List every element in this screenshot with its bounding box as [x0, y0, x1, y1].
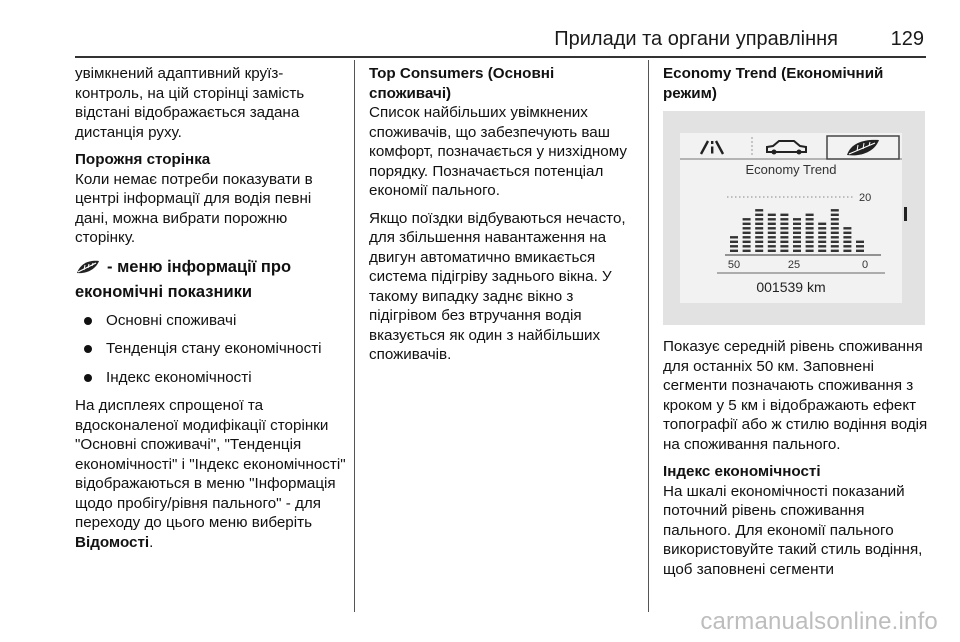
top-consumers-text-2: Якщо поїздки відбуваються нечасто, для збільшення навантаження на двигун автоматично вмикається система підігріву заднього вікна. У такому випадку заднє вікно з підігрівом без втручання водія вказується як один з найбільших споживачів.	[369, 209, 626, 363]
trend-bar-segment	[768, 250, 776, 252]
trend-bar-segment	[856, 245, 864, 247]
trend-bar-segment	[806, 214, 814, 216]
trend-bar-segment	[843, 236, 851, 238]
trend-bar-segment	[730, 245, 738, 247]
trend-bar-segment	[755, 250, 763, 252]
trend-bar-segment	[780, 241, 788, 243]
trend-bar-segment	[831, 227, 839, 229]
trend-bar-segment	[793, 236, 801, 238]
trend-bar-segment	[743, 236, 751, 238]
trend-bar-segment	[806, 236, 814, 238]
trend-bar-segment	[768, 241, 776, 243]
trend-bar-segment	[793, 218, 801, 220]
trend-bar-segment	[780, 236, 788, 238]
trend-bar-segment	[743, 218, 751, 220]
trend-bar-segment	[743, 245, 751, 247]
trend-bar-segment	[843, 227, 851, 229]
trend-bar-segment	[793, 227, 801, 229]
page-number: 129	[890, 28, 924, 50]
trend-bar-segment	[843, 250, 851, 252]
bullet-item	[75, 368, 347, 388]
column-divider-1	[354, 60, 355, 612]
trend-bar-segment	[780, 214, 788, 216]
trend-bar-segment	[818, 223, 826, 225]
trend-bar-segment	[768, 236, 776, 238]
trend-bar-segment	[831, 245, 839, 247]
intro-paragraph: увімкнений адаптивний круїз-контроль, на цій сторінці замість відстані відображається задана дистанція руху.	[75, 65, 305, 141]
trend-bar-segment	[831, 209, 839, 211]
trend-bar-segment	[831, 214, 839, 216]
bullet-item	[75, 311, 347, 331]
trend-bar-segment	[818, 236, 826, 238]
empty-page-text: Коли немає потреби показувати в центрі інформації для водія певні дані, можна вибрати порожню сторінку.	[75, 170, 313, 246]
trend-bar-segment	[743, 227, 751, 229]
header-rule	[75, 56, 926, 58]
trend-bar-segment	[755, 214, 763, 216]
trend-bar-segment	[856, 250, 864, 252]
economy-index-text: На шкалі економічності показаний поточний рівень споживання пального. Для економії пального використовуйте такий стиль водіння, щоб заповнені сегменти	[663, 482, 923, 578]
trend-bar-segment	[806, 232, 814, 234]
trend-bar-segment	[730, 250, 738, 252]
axis-label: 25	[787, 259, 801, 271]
trend-bar-segment	[806, 250, 814, 252]
trend-bar-segment	[831, 250, 839, 252]
economy-trend-display	[663, 111, 925, 325]
trend-bar-segment	[755, 218, 763, 220]
trend-bar-segment	[768, 232, 776, 234]
eco-leaf-icon	[75, 259, 101, 281]
trend-bar-segment	[730, 236, 738, 238]
trend-bar-segment	[793, 250, 801, 252]
trend-bar-segment	[806, 245, 814, 247]
trend-bar-segment	[831, 218, 839, 220]
trend-bar-segment	[818, 241, 826, 243]
trend-bar-segment	[818, 232, 826, 234]
bullet-text: Тенденція стану економічності	[106, 340, 322, 357]
trend-bar-segment	[806, 218, 814, 220]
bullet-item	[75, 339, 347, 359]
eco-menu-heading	[75, 256, 347, 303]
left-column	[75, 64, 347, 560]
trend-bar-segment	[768, 223, 776, 225]
bullet-dot	[84, 317, 92, 325]
trend-bar-segment	[755, 245, 763, 247]
eco-menu-text	[75, 396, 347, 552]
bullet-text: Основні споживачі	[106, 311, 237, 329]
bullet-dot	[84, 345, 92, 353]
trend-bar-segment	[743, 223, 751, 225]
trend-bar-segment	[818, 227, 826, 229]
trend-bar-segment	[780, 245, 788, 247]
trend-bar-segment	[793, 245, 801, 247]
trend-bar	[806, 214, 814, 252]
trend-bar-segment	[793, 241, 801, 243]
trend-bar-segment	[831, 241, 839, 243]
axis-label: 0	[861, 259, 869, 271]
odometer-readout: 001539 km	[756, 279, 826, 295]
trend-bar-segment	[856, 241, 864, 243]
trend-bar-segment	[743, 250, 751, 252]
trend-bar-segment	[806, 241, 814, 243]
trend-bar-segment	[831, 236, 839, 238]
middle-column	[369, 64, 639, 373]
column-divider-2	[648, 60, 649, 612]
display-title: Economy Trend	[745, 162, 837, 177]
eco-menu-text-main: На дисплеях спрощеної та вдосконаленої модифікації сторінки "Основні споживачі", "Тенденція економічності" і "Індекс економічності" відображаються в меню "Інформація щодо пробігу/рівня пального" - для переходу до цього меню виберіть	[75, 397, 346, 531]
trend-bar-segment	[843, 241, 851, 243]
trend-bar-segment	[730, 241, 738, 243]
trend-bar	[768, 214, 776, 252]
empty-page-heading: Порожня сторінка	[75, 151, 211, 168]
trend-bar-segment	[743, 241, 751, 243]
trend-bar-segment	[806, 227, 814, 229]
page-header	[75, 28, 930, 58]
trend-bar-segment	[818, 245, 826, 247]
trend-bar-segment	[780, 223, 788, 225]
trend-bar-segment	[755, 236, 763, 238]
watermark: carmanualsonline.info	[700, 608, 938, 635]
trend-bar-segment	[831, 232, 839, 234]
trend-bar	[856, 241, 864, 252]
eco-menu-heading-text: - меню інформації про економічні показники	[75, 257, 292, 301]
trend-bar-segment	[768, 245, 776, 247]
bullet-dot	[84, 374, 92, 382]
top-consumers-text-1: Список найбільших увімкнених споживачів, що забезпечують ваш комфорт, позначається у низхідному порядку. Позначається потенціал економії пального.	[369, 104, 627, 199]
trend-bar-segment	[755, 232, 763, 234]
trend-bar-segment	[768, 227, 776, 229]
trend-bar-segment	[780, 227, 788, 229]
eco-menu-bullet-list	[75, 311, 347, 388]
scale-max-label: 20	[859, 192, 872, 204]
trend-bar	[780, 214, 788, 252]
trend-bar-segment	[793, 232, 801, 234]
trend-bar-segment	[780, 250, 788, 252]
bullet-text: Індекс економічності	[106, 368, 252, 386]
trend-bar-segment	[818, 250, 826, 252]
trend-bar-segment	[780, 218, 788, 220]
trend-bar-segment	[843, 245, 851, 247]
axis-label: 50	[727, 259, 741, 271]
economy-trend-text: Показує середній рівень споживання для останніх 50 км. Заповнені сегменти позначають споживання з кроком у 5 км і відображають ефект топографії або ж стилю водіння водія на споживання пального.	[663, 338, 928, 453]
header-title: Прилади та органи управління	[554, 28, 838, 50]
economy-index-heading: Індекс економічності	[663, 463, 821, 480]
trend-bar-segment	[755, 223, 763, 225]
economy-trend-heading: Economy Trend (Економічний режим)	[663, 65, 884, 102]
trend-bar-segment	[768, 218, 776, 220]
trend-bar-segment	[755, 209, 763, 211]
trend-bar-segment	[793, 223, 801, 225]
eco-menu-text-end: .	[149, 533, 154, 551]
trend-bar-segment	[768, 214, 776, 216]
trend-bar-segment	[743, 232, 751, 234]
trend-bar-segment	[755, 241, 763, 243]
eco-menu-text-bold: Відомості	[75, 533, 150, 551]
trend-bar-segment	[843, 232, 851, 234]
side-marker	[904, 207, 907, 221]
trend-bar-segment	[780, 232, 788, 234]
trend-bar-segment	[755, 227, 763, 229]
trend-bar-segment	[831, 223, 839, 225]
economy-trend-display-svg	[663, 111, 925, 325]
right-column	[663, 64, 933, 587]
top-consumers-heading: Top Consumers (Основні споживачі)	[369, 65, 555, 102]
trend-bar-segment	[806, 223, 814, 225]
